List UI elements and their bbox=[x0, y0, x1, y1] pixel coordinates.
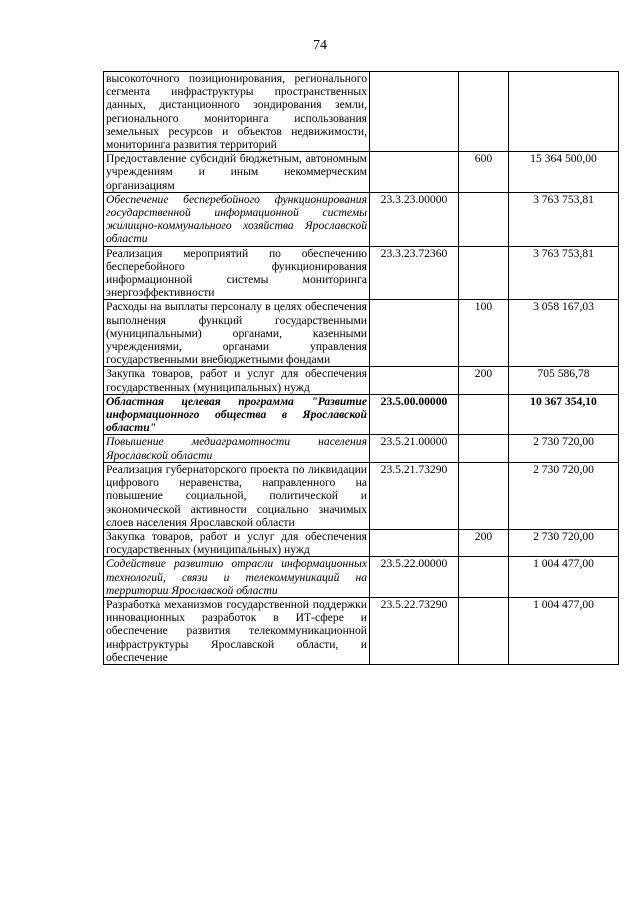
table-row bbox=[104, 597, 619, 664]
row-sum-cell: 1 004 477,00 bbox=[509, 597, 619, 664]
row-expense-type-cell: 200 bbox=[459, 367, 509, 394]
row-code-cell bbox=[370, 72, 459, 152]
row-name-cell: Содействие развитию отрасли информационных технологий, связи и телекоммуникаций на территории Ярославской области bbox=[104, 557, 370, 598]
table-row bbox=[104, 300, 619, 367]
page-number: 74 bbox=[313, 38, 327, 53]
row-code-cell: 23.3.23.00000 bbox=[370, 192, 459, 246]
table-row bbox=[104, 192, 619, 246]
row-name-cell: Закупка товаров, работ и услуг для обеспечения государственных (муниципальных) нужд bbox=[104, 529, 370, 556]
table-row bbox=[104, 152, 619, 193]
row-sum-cell: 10 367 354,10 bbox=[509, 394, 619, 435]
row-expense-type-cell bbox=[459, 72, 509, 152]
row-code-cell bbox=[370, 529, 459, 556]
row-name-cell: Повышение медиаграмотности населения Ярославской области bbox=[104, 435, 370, 462]
row-name-cell: Закупка товаров, работ и услуг для обеспечения государственных (муниципальных) нужд bbox=[104, 367, 370, 394]
row-code-cell: 23.5.00.00000 bbox=[370, 394, 459, 435]
row-code-cell bbox=[370, 367, 459, 394]
row-expense-type-cell bbox=[459, 192, 509, 246]
row-expense-type-cell bbox=[459, 462, 509, 529]
table-row bbox=[104, 557, 619, 598]
budget-table bbox=[103, 71, 619, 665]
row-sum-cell: 2 730 720,00 bbox=[509, 435, 619, 462]
table-row bbox=[104, 394, 619, 435]
row-sum-cell: 3 058 167,03 bbox=[509, 300, 619, 367]
row-expense-type-cell: 100 bbox=[459, 300, 509, 367]
row-expense-type-cell: 200 bbox=[459, 529, 509, 556]
row-name-cell: Реализация губернаторского проекта по ликвидации цифрового неравенства, направленного на повышение социальной, политической и экономической активности социально значимых слоев населения Ярославской области bbox=[104, 462, 370, 529]
table-row bbox=[104, 246, 619, 300]
row-sum-cell: 2 730 720,00 bbox=[509, 462, 619, 529]
table-row bbox=[104, 435, 619, 462]
row-code-cell bbox=[370, 300, 459, 367]
row-code-cell: 23.5.22.00000 bbox=[370, 557, 459, 598]
row-name-cell: высокоточного позиционирования, регионального сегмента инфраструктуры пространственных данных, дистанционного зондирования земли, регионального мониторинга использования земельных ресурсов и объектов недвижимости, мониторинга развития территорий bbox=[104, 72, 370, 152]
row-sum-cell: 2 730 720,00 bbox=[509, 529, 619, 556]
row-expense-type-cell bbox=[459, 557, 509, 598]
table-row bbox=[104, 367, 619, 394]
row-code-cell: 23.5.21.73290 bbox=[370, 462, 459, 529]
row-code-cell: 23.3.23.72360 bbox=[370, 246, 459, 300]
row-expense-type-cell: 600 bbox=[459, 152, 509, 193]
row-code-cell: 23.5.22.73290 bbox=[370, 597, 459, 664]
row-name-cell: Расходы на выплаты персоналу в целях обеспечения выполнения функций государственными (муниципальными) органами, казенными учреждениями, органами управления государственными внебюджетными фондами bbox=[104, 300, 370, 367]
row-code-cell: 23.5.21.00000 bbox=[370, 435, 459, 462]
row-sum-cell: 3 763 753,81 bbox=[509, 246, 619, 300]
row-sum-cell: 3 763 753,81 bbox=[509, 192, 619, 246]
row-sum-cell: 1 004 477,00 bbox=[509, 557, 619, 598]
row-code-cell bbox=[370, 152, 459, 193]
table-row bbox=[104, 462, 619, 529]
row-sum-cell: 15 364 500,00 bbox=[509, 152, 619, 193]
table-row bbox=[104, 72, 619, 152]
table-row bbox=[104, 529, 619, 556]
row-sum-cell: 705 586,78 bbox=[509, 367, 619, 394]
row-name-cell: Разработка механизмов государственной поддержки инновационных разработок в ИТ-сфере и обеспечение развития телекоммуникационной инфраструктуры Ярославской области, и обеспечение bbox=[104, 597, 370, 664]
row-expense-type-cell bbox=[459, 597, 509, 664]
row-sum-cell bbox=[509, 72, 619, 152]
row-name-cell: Предоставление субсидий бюджетным, автономным учреждениям и иным некоммерческим организациям bbox=[104, 152, 370, 193]
row-expense-type-cell bbox=[459, 435, 509, 462]
row-name-cell: Областная целевая программа "Развитие информационного общества в Ярославской области" bbox=[104, 394, 370, 435]
row-name-cell: Реализация мероприятий по обеспечению бесперебойного функционирования информационной системы мониторинга энергоэффективности bbox=[104, 246, 370, 300]
row-expense-type-cell bbox=[459, 246, 509, 300]
budget-table-body bbox=[104, 72, 619, 665]
row-expense-type-cell bbox=[459, 394, 509, 435]
row-name-cell: Обеспечение бесперебойного функционирования государственной информационной системы жилищно-коммунального хозяйства Ярославской области bbox=[104, 192, 370, 246]
